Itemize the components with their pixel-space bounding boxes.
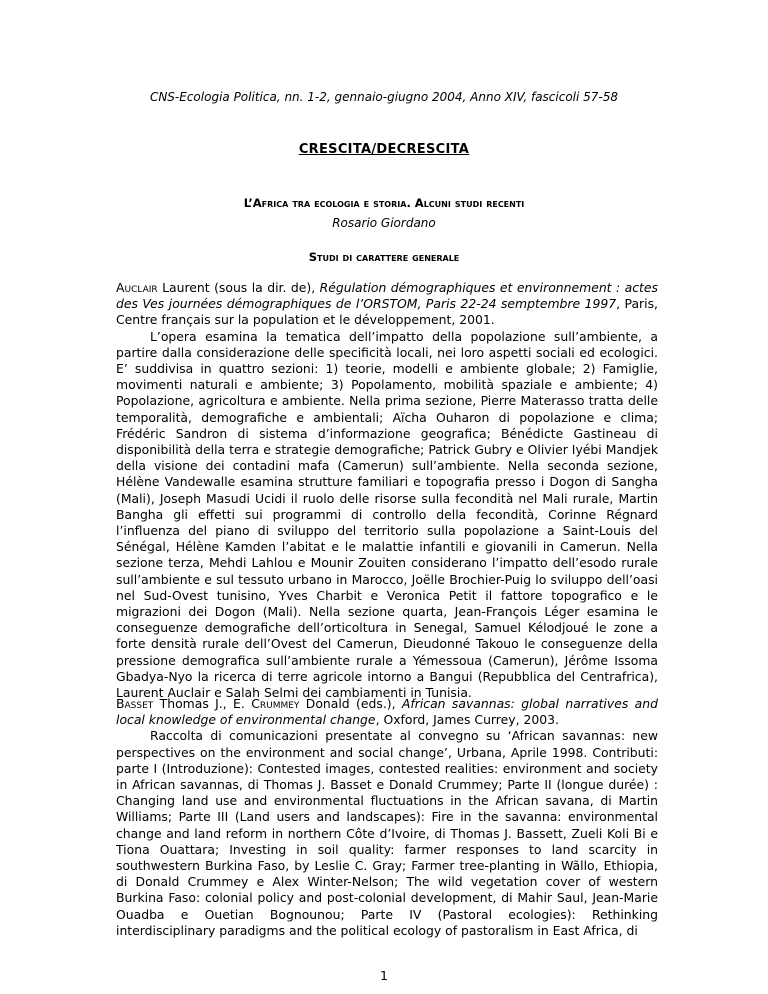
subsection-heading: Studi di carattere generale xyxy=(308,250,460,264)
entry-paragraph: L’opera esamina la tematica dell’impatto della popolazione sull’ambiente, a partire dalla considerazione delle specificità locali, nei loro aspetti sociali ed ecologici. E’ suddivisa in quattro sezioni: 1) teorie, modelli e ambiente globale; 2) Famiglie, movimenti naturali e ambiente; 3) Popolamento, mobilità spaziale e ambiente; 4) Popolazione, agricoltura e ambiente. Nella prima sezione, Pierre Materasso tratta delle temporalità, demografiche e ambientali; Aïcha Ouharon di popolazione e clima; Frédéric Sandron di sistema d’informazione geografica; Bénédicte Gastineau di disponibilità della terra e strategie demografiche; Patrick Gubry e Olivier Iyébi Mandjek della visione dei contadini mafa (Camerun) sull’ambiente. Nella seconda sezione, Hélène Vandewalle esamina strutture familiari e topografia presso i Dogon di Sangha (Mali), Joseph Masudi Ucidi il ruolo delle risorse sulla fecondità nel Mali rurale, Martin Bangha gli effetti sui programmi di controllo della fecondità, Corinne Régnard l’influenza del piano di sviluppo del territorio sulla popolazione a Saint-Louis del Sénégal, Hélène Kamden l’abitat e le malattie infantili e giovanili in Camerun. Nella sezione terza, Mehdi Lahlou e Mounir Zouiten considerano l’impatto dell’esodo rurale sull’ambiente e sul tessuto urbano in Marocco, Joëlle Brochier-Puig lo sviluppo dell’oasi nel Sud-Ovest tunisino, Yves Charbit e Veronica Petit il fattore topografico e le migrazioni dei Dogon (Mali). Nella sezione quarta, Jean-François Léger esamina le conseguenze demografiche dell’orticoltura in Senegal, Samuel Kélodjoué le zone a forte densità rurale dell’Ovest del Camerun, Dieudonné Takouo le conseguenze della pressione demografica sull’ambiente rurale a Yémessoua (Camerun), Jérôme Issoma Gbadya-Nyo la ricerca di terre agricole intorno a Bangui (Repubblica del Centrafrica), Laurent Auclair e Salah Selmi dei cambiamenti in Tunisia. xyxy=(116,328,658,701)
entry-citation xyxy=(116,696,658,728)
entry-author-surname: Auclair xyxy=(116,280,158,295)
entry-publication: , Oxford, James Currey, 2003. xyxy=(375,712,559,728)
entry-author-surname: Basset xyxy=(116,696,154,711)
entry-paragraph: Raccolta di comunicazioni presentate al convegno su ‘African savannas: new perspectives on the environment and social change’, Urbana, Aprile 1998. Contributi: parte I (Introduzione): Contested images, contested realities: environment and society in African savannas, di Thomas J. Basset e Donald Crummey; Parte II (longue durée) : Changing land use and environmental fluctuations in the African savana, di Martin Williams; Parte III (Land users and landscapes): Fire in the savanna: environmental change and land reform in northern Côte d’Ivoire, di Thomas J. Bassett, Zueli Koli Bi e Tiona Ouattara; Investing in soil quality: farmer responses to land scarcity in southwestern Burkina Faso, by Leslie C. Gray; Farmer tree-planting in Wãllo, Ethiopia, di Donald Crummey e Alex Winter-Nelson; The wild vegetation cover of western Burkina Faso: colonial policy and post-colonial development, di Mahir Saul, Jean-Marie Ouadba e Ouetian Bognounou; Parte IV (Pastoral ecologies): Rethinking interdisciplinary paradigms and the political ecology of pastoralism in East Africa, di xyxy=(116,728,658,938)
entry-author2-rest: Donald (eds.), xyxy=(299,696,402,711)
entry-author-rest: Thomas J., E. xyxy=(153,696,252,711)
article-author: Rosario Giordano xyxy=(332,216,436,230)
entry-author2-surname: Crummey xyxy=(251,696,300,711)
entry-title: African savannas: global narratives and local knowledge of environmental change xyxy=(116,696,658,728)
section-title: CRESCITA/DECRESCITA xyxy=(298,142,470,157)
running-header: CNS-Ecologia Politica, nn. 1-2, gennaio-giugno 2004, Anno XIV, fascicoli 57-58 xyxy=(149,90,619,104)
entry-author-rest: Laurent (sous la dir. de), xyxy=(157,280,320,295)
entry-title: Régulation démographiques et environnement : actes des Ves journées démographiques de l’ORSTOM, Paris 22-24 semptembre 1997 xyxy=(116,280,658,312)
entry-publication: , Paris, Centre français sur la population et le développement, 2001. xyxy=(116,296,658,328)
article-title: L’Africa tra ecologia e storia. Alcuni studi recenti xyxy=(243,196,525,210)
entry-citation xyxy=(116,280,658,329)
bibliography-entry xyxy=(116,280,658,701)
bibliography-entry xyxy=(116,696,658,939)
page-number: 1 xyxy=(380,968,388,983)
